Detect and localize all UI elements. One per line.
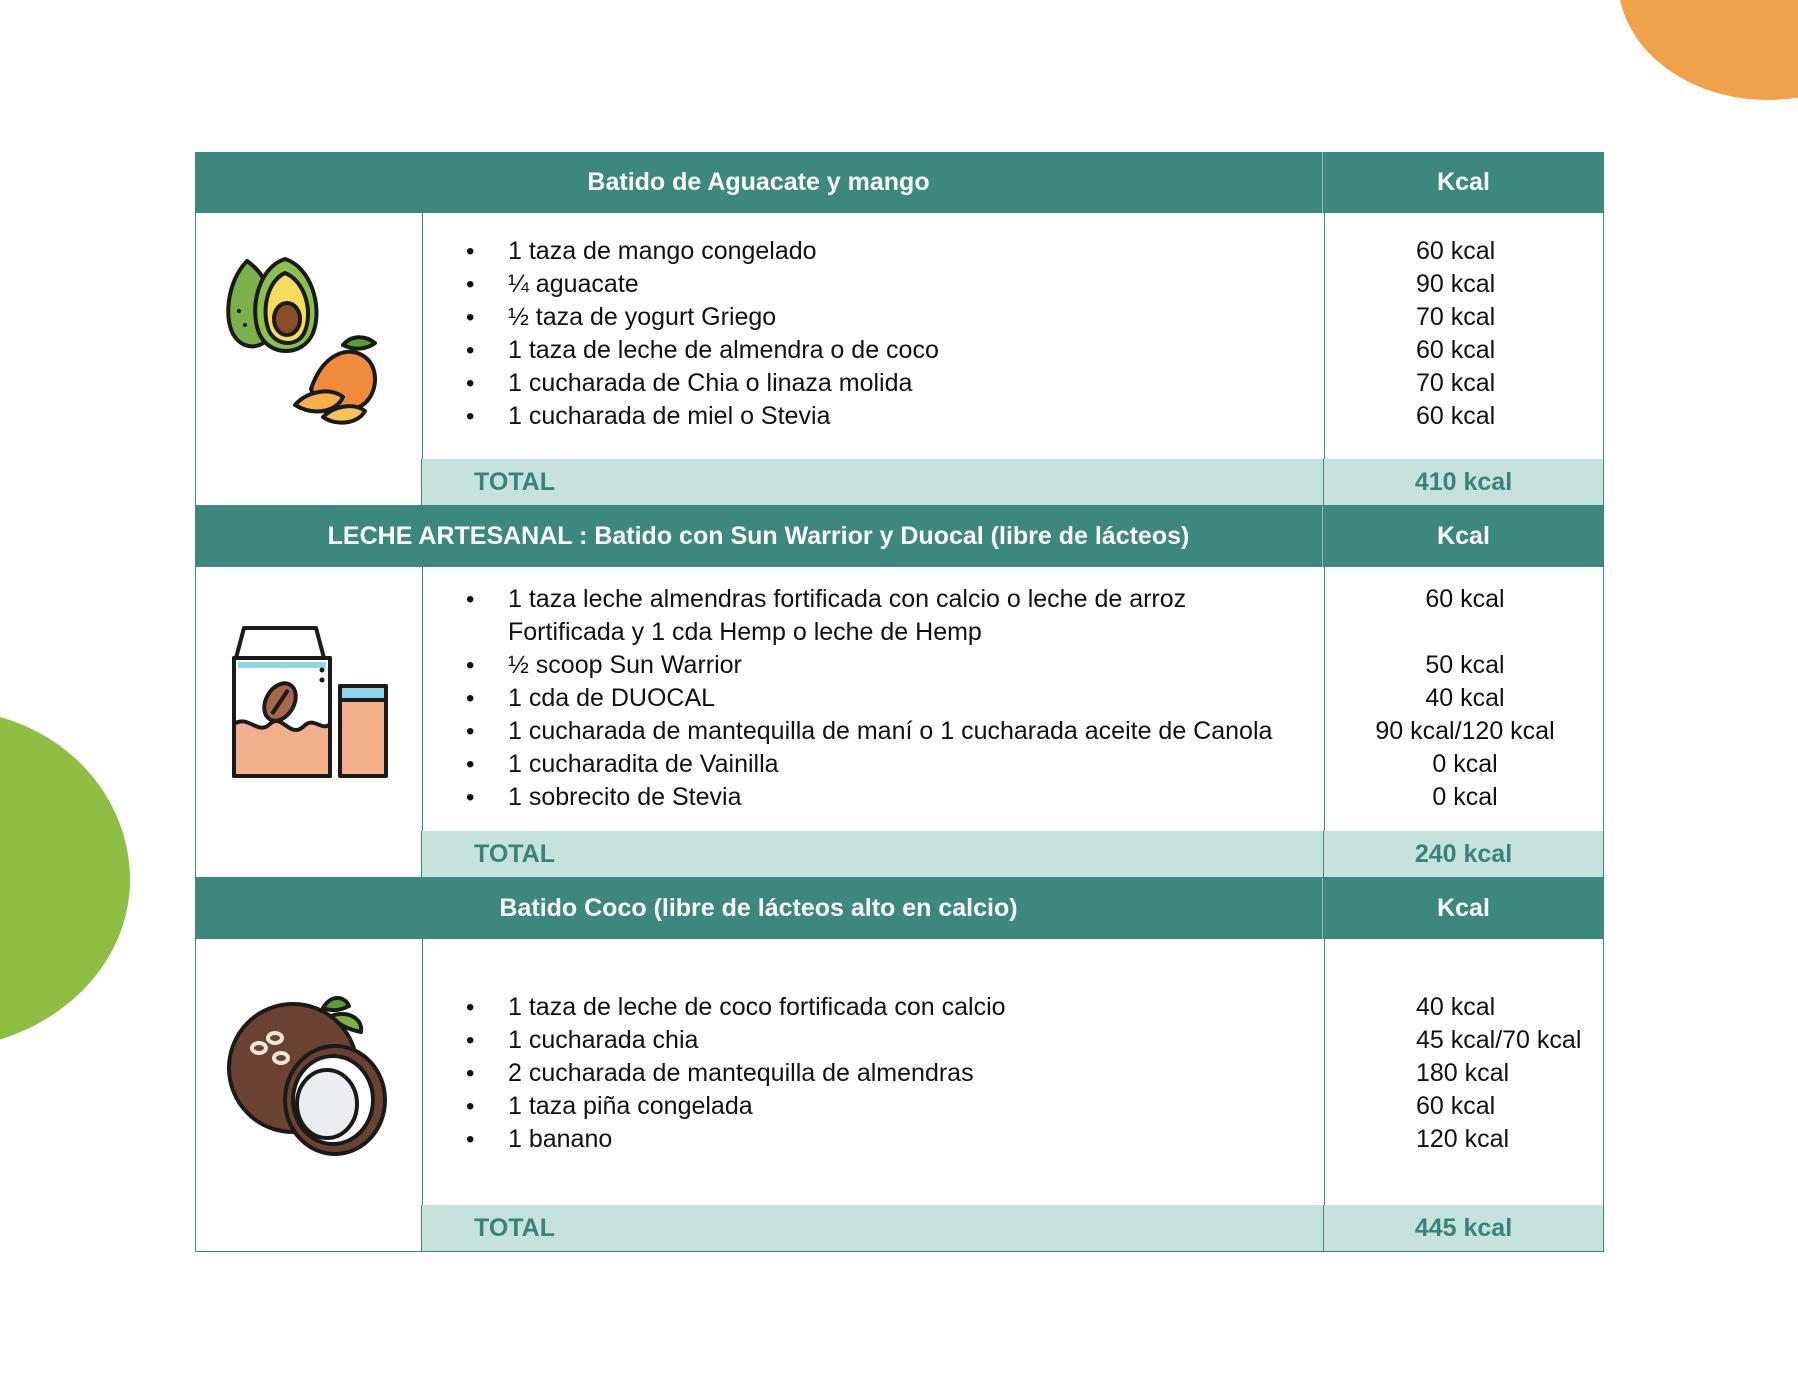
ingredient-item: • 1 cucharada chia <box>466 1024 1304 1057</box>
ingredient-item: • 1 cucharada de mantequilla de maní o 1 cucharada aceite de Canola <box>466 715 1304 748</box>
kcal-value: 90 kcal <box>1416 270 1496 298</box>
green-decoration <box>0 710 130 1050</box>
total-row <box>195 831 1604 878</box>
kcal-cell <box>1324 213 1605 459</box>
total-value: 410 kcal <box>1323 459 1604 506</box>
recipe-body <box>195 213 1604 459</box>
ingredient-item: • ½ scoop Sun Warrior <box>466 649 1304 682</box>
ingredient-item: • 1 taza de mango congelado <box>466 235 1304 268</box>
ingredients-cell <box>423 567 1324 831</box>
ingredient-list <box>466 583 1304 814</box>
recipe-header <box>195 506 1604 567</box>
recipe-header <box>195 878 1604 939</box>
recipe-image-cell <box>196 567 423 831</box>
kcal-value: 60 kcal <box>1416 336 1496 364</box>
ingredient-item: • 1 cucharadita de Vainilla <box>466 748 1304 781</box>
recipe-title: Batido Coco (libre de lácteos alto en calcio) <box>195 878 1323 939</box>
milk-carton-icon <box>224 614 394 784</box>
kcal-header: Kcal <box>1437 894 1490 922</box>
ingredient-item: • ½ taza de yogurt Griego <box>466 301 1304 334</box>
kcal-value: 70 kcal <box>1416 369 1496 397</box>
kcal-value: 40 kcal <box>1425 684 1505 712</box>
ingredients-cell <box>423 939 1324 1205</box>
recipe-image-cell <box>196 939 423 1205</box>
kcal-value: 70 kcal <box>1416 303 1496 331</box>
total-label: TOTAL <box>422 1205 1323 1252</box>
recipe-body <box>195 939 1604 1205</box>
total-label: TOTAL <box>422 459 1323 506</box>
total-value: 445 kcal <box>1323 1205 1604 1252</box>
recipe-avocado-mango <box>195 152 1604 506</box>
ingredient-item: • 1 cucharada de miel o Stevia <box>466 400 1304 433</box>
ingredient-list <box>466 991 1304 1156</box>
kcal-value: 60 kcal <box>1425 585 1505 613</box>
total-row <box>195 459 1604 506</box>
ingredient-item: • 2 cucharada de mantequilla de almendras <box>466 1057 1304 1090</box>
kcal-list <box>1416 991 1605 1156</box>
recipe-leche-artesanal <box>195 506 1604 878</box>
recipe-body <box>195 567 1604 831</box>
kcal-value <box>1325 616 1605 649</box>
ingredient-item: • 1 taza de leche de almendra o de coco <box>466 334 1304 367</box>
ingredient-item: • ¼ aguacate <box>466 268 1304 301</box>
ingredient-item: • 1 sobrecito de Stevia <box>466 781 1304 814</box>
kcal-value: 60 kcal <box>1416 402 1496 430</box>
kcal-cell <box>1324 939 1605 1205</box>
ingredients-cell <box>423 213 1324 459</box>
recipe-title: LECHE ARTESANAL : Batido con Sun Warrior y Duocal (libre de lácteos) <box>195 506 1323 567</box>
kcal-header: Kcal <box>1437 168 1490 196</box>
total-label: TOTAL <box>422 831 1323 878</box>
ingredient-item: • 1 taza leche almendras fortificada con calcio o leche de arroz Fortificada y 1 cda Hemp o leche de Hemp <box>466 583 1304 649</box>
kcal-value: 180 kcal <box>1416 1059 1510 1087</box>
kcal-value: 60 kcal <box>1416 237 1496 265</box>
ingredient-item: • 1 banano <box>466 1123 1304 1156</box>
kcal-value: 45 kcal/70 kcal <box>1416 1026 1582 1054</box>
ingredient-item: • 1 cucharada de Chia o linaza molida <box>466 367 1304 400</box>
recipes-table <box>195 152 1604 1252</box>
ingredient-item: • 1 cda de DUOCAL <box>466 682 1304 715</box>
ingredient-list <box>466 235 1304 433</box>
kcal-value: 50 kcal <box>1425 651 1505 679</box>
kcal-value: 0 kcal <box>1432 750 1498 778</box>
total-value: 240 kcal <box>1323 831 1604 878</box>
orange-decoration <box>1618 0 1798 100</box>
ingredient-item: • 1 taza piña congelada <box>466 1090 1304 1123</box>
ingredient-item: • 1 taza de leche de coco fortificada con calcio <box>466 991 1304 1024</box>
kcal-header: Kcal <box>1437 522 1490 550</box>
recipe-coco <box>195 878 1604 1252</box>
avocado-mango-icon <box>219 241 399 431</box>
kcal-value: 0 kcal <box>1432 783 1498 811</box>
recipe-title: Batido de Aguacate y mango <box>195 152 1323 213</box>
kcal-cell <box>1324 567 1605 831</box>
kcal-value: 120 kcal <box>1416 1125 1510 1153</box>
kcal-value: 60 kcal <box>1416 1092 1496 1120</box>
kcal-list <box>1416 235 1605 433</box>
coconut-icon <box>219 982 399 1162</box>
kcal-list <box>1325 583 1605 814</box>
total-row <box>195 1205 1604 1252</box>
kcal-value: 90 kcal/120 kcal <box>1375 717 1555 745</box>
recipe-image-cell <box>196 213 423 459</box>
recipe-header <box>195 152 1604 213</box>
kcal-value: 40 kcal <box>1416 993 1496 1021</box>
